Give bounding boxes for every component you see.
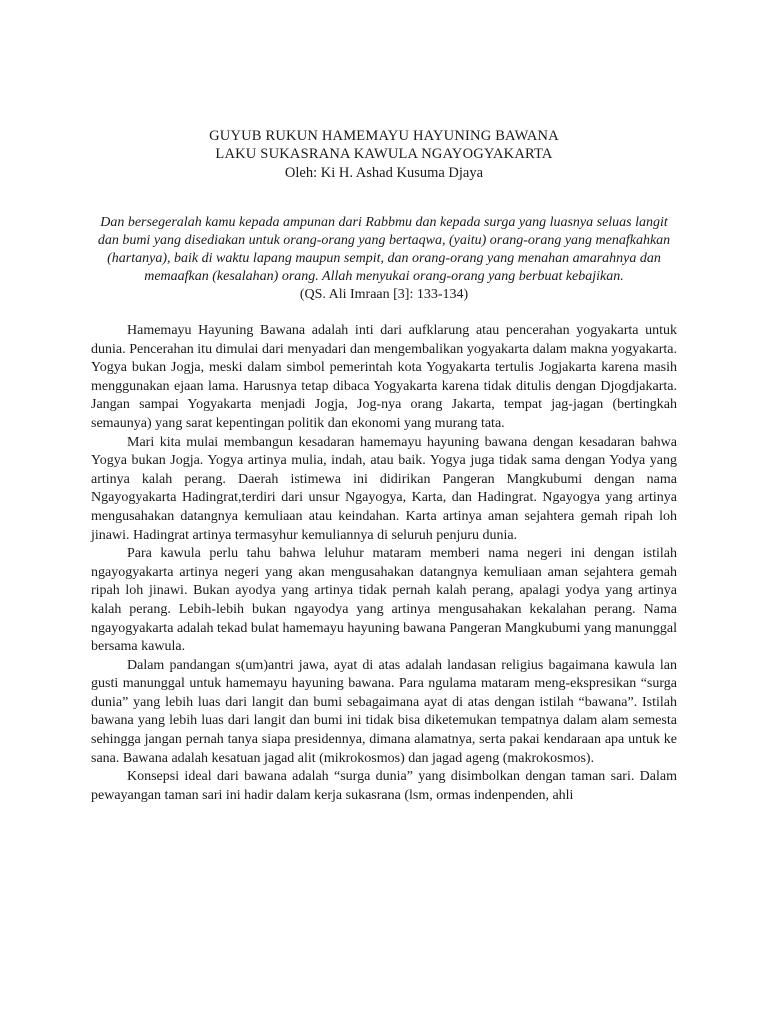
title-line-1: GUYUB RUKUN HAMEMAYU HAYUNING BAWANA	[209, 128, 559, 144]
author-line: Oleh: Ki H. Ashad Kusuma Djaya	[284, 165, 484, 181]
paragraph: Para kawula perlu tahu bahwa leluhur mataram memberi nama negeri ini dengan istilah ngayogyakarta artinya negeri yang akan mengusahakan datangnya kemuliaan aman sejahtera gemah ripah loh jinawi. Bukan ayodya yang artinya tidak pernah kalah perang, apalagi yodya yang artinya kalah perang. Lebih-lebih bukan ngayodya yang artinya mengusahakan kekalahan perang. Nama ngayogyakarta adalah tekad bulat hamemayu hayuning bawana Pangeran Mangkubumi yang manunggal bersama kawula.	[91, 546, 677, 655]
paragraph: Konsepsi ideal dari bawana adalah “surga dunia” yang disimbolkan dengan taman sari. Dalam pewayangan taman sari ini hadir dalam kerja sukasrana (lsm, ormas indenpenden, ahli	[91, 769, 677, 803]
paragraph: Hamemayu Hayuning Bawana adalah inti dari aufklarung atau pencerahan yogyakarta untuk dunia. Pencerahan itu dimulai dari menyadari dan mengembalikan yogyakarta dalam makna yogyakarta. Yogya bukan Jogja, meski dalam simbol pemerintah kota Yogyakarta tertulis Jogjakarta karena masih menggunakan ejaan lama. Harusnya tetap dibaca Yogyakarta karena tidak ditulis dengan Djogdjakarta. Jangan sampai Yogyakarta menjadi Jogja, Jog-nya orang Jakarta, tempat jag-jagan (bertingkah semaunya) yang sarat kepentingan politik dan ekonomi yang murang tata.	[91, 323, 677, 431]
title-line-2: LAKU SUKASRANA KAWULA NGAYOGYAKARTA	[215, 146, 553, 162]
document-body	[91, 322, 677, 805]
document-header	[91, 127, 677, 183]
paragraph: Mari kita mulai membangun kesadaran hamemayu hayuning bawana dengan kesadaran bahwa Yogya bukan Jogja. Yogya artinya mulia, indah, atau baik. Yogya juga tidak sama dengan Yodya yang artinya kalah perang. Daerah istimewa ini didirikan Pangeran Mangkubumi dengan nama Ngayogyakarta Hadingrat,terdiri dari unsur Ngayogya, Karta, dan Hadingrat. Ngayogya yang artinya mengusahakan datangnya kemuliaan atau keindahan. Karta artinya aman sejahtera gemah ripah loh jinawi. Hadingrat artinya termasyhur kemuliannya di seluruh penjuru dunia.	[91, 434, 677, 543]
paragraph: Dalam pandangan s(um)antri jawa, ayat di atas adalah landasan religius bagaimana kawula lan gusti manunggal untuk hamemayu hayuning bawana. Para ngulama mataram meng-ekspresikan “surga dunia” yang lebih luas dari langit dan bumi sebagaimana ayat di atas dengan istilah “bawana”. Istilah bawana yang lebih luas dari langit dan bumi ini tidak bisa diketemukan tempatnya dalam alam semesta sehingga jangan pernah tanya siapa presidennya, dimana alamatnya, serta pakai kendaraan apa untuk ke sana. Bawana adalah kesatuan jagad alit (mikrokosmos) dan jagad ageng (makrokosmos).	[91, 657, 677, 766]
epigraph-quote: Dan bersegeralah kamu kepada ampunan dari Rabbmu dan kepada surga yang luasnya seluas langit dan bumi yang disediakan untuk orang-orang yang bertaqwa, (yaitu) orang-orang yang menafkahkan (hartanya), baik di waktu lapang maupun sempit, dan orang-orang yang menahan amarahnya dan memaafkan (kesalahan) orang. Allah menyukai orang-orang yang berbuat kebajikan.	[97, 215, 671, 284]
quote-citation: (QS. Ali Imraan [3]: 133-134)	[299, 287, 469, 302]
